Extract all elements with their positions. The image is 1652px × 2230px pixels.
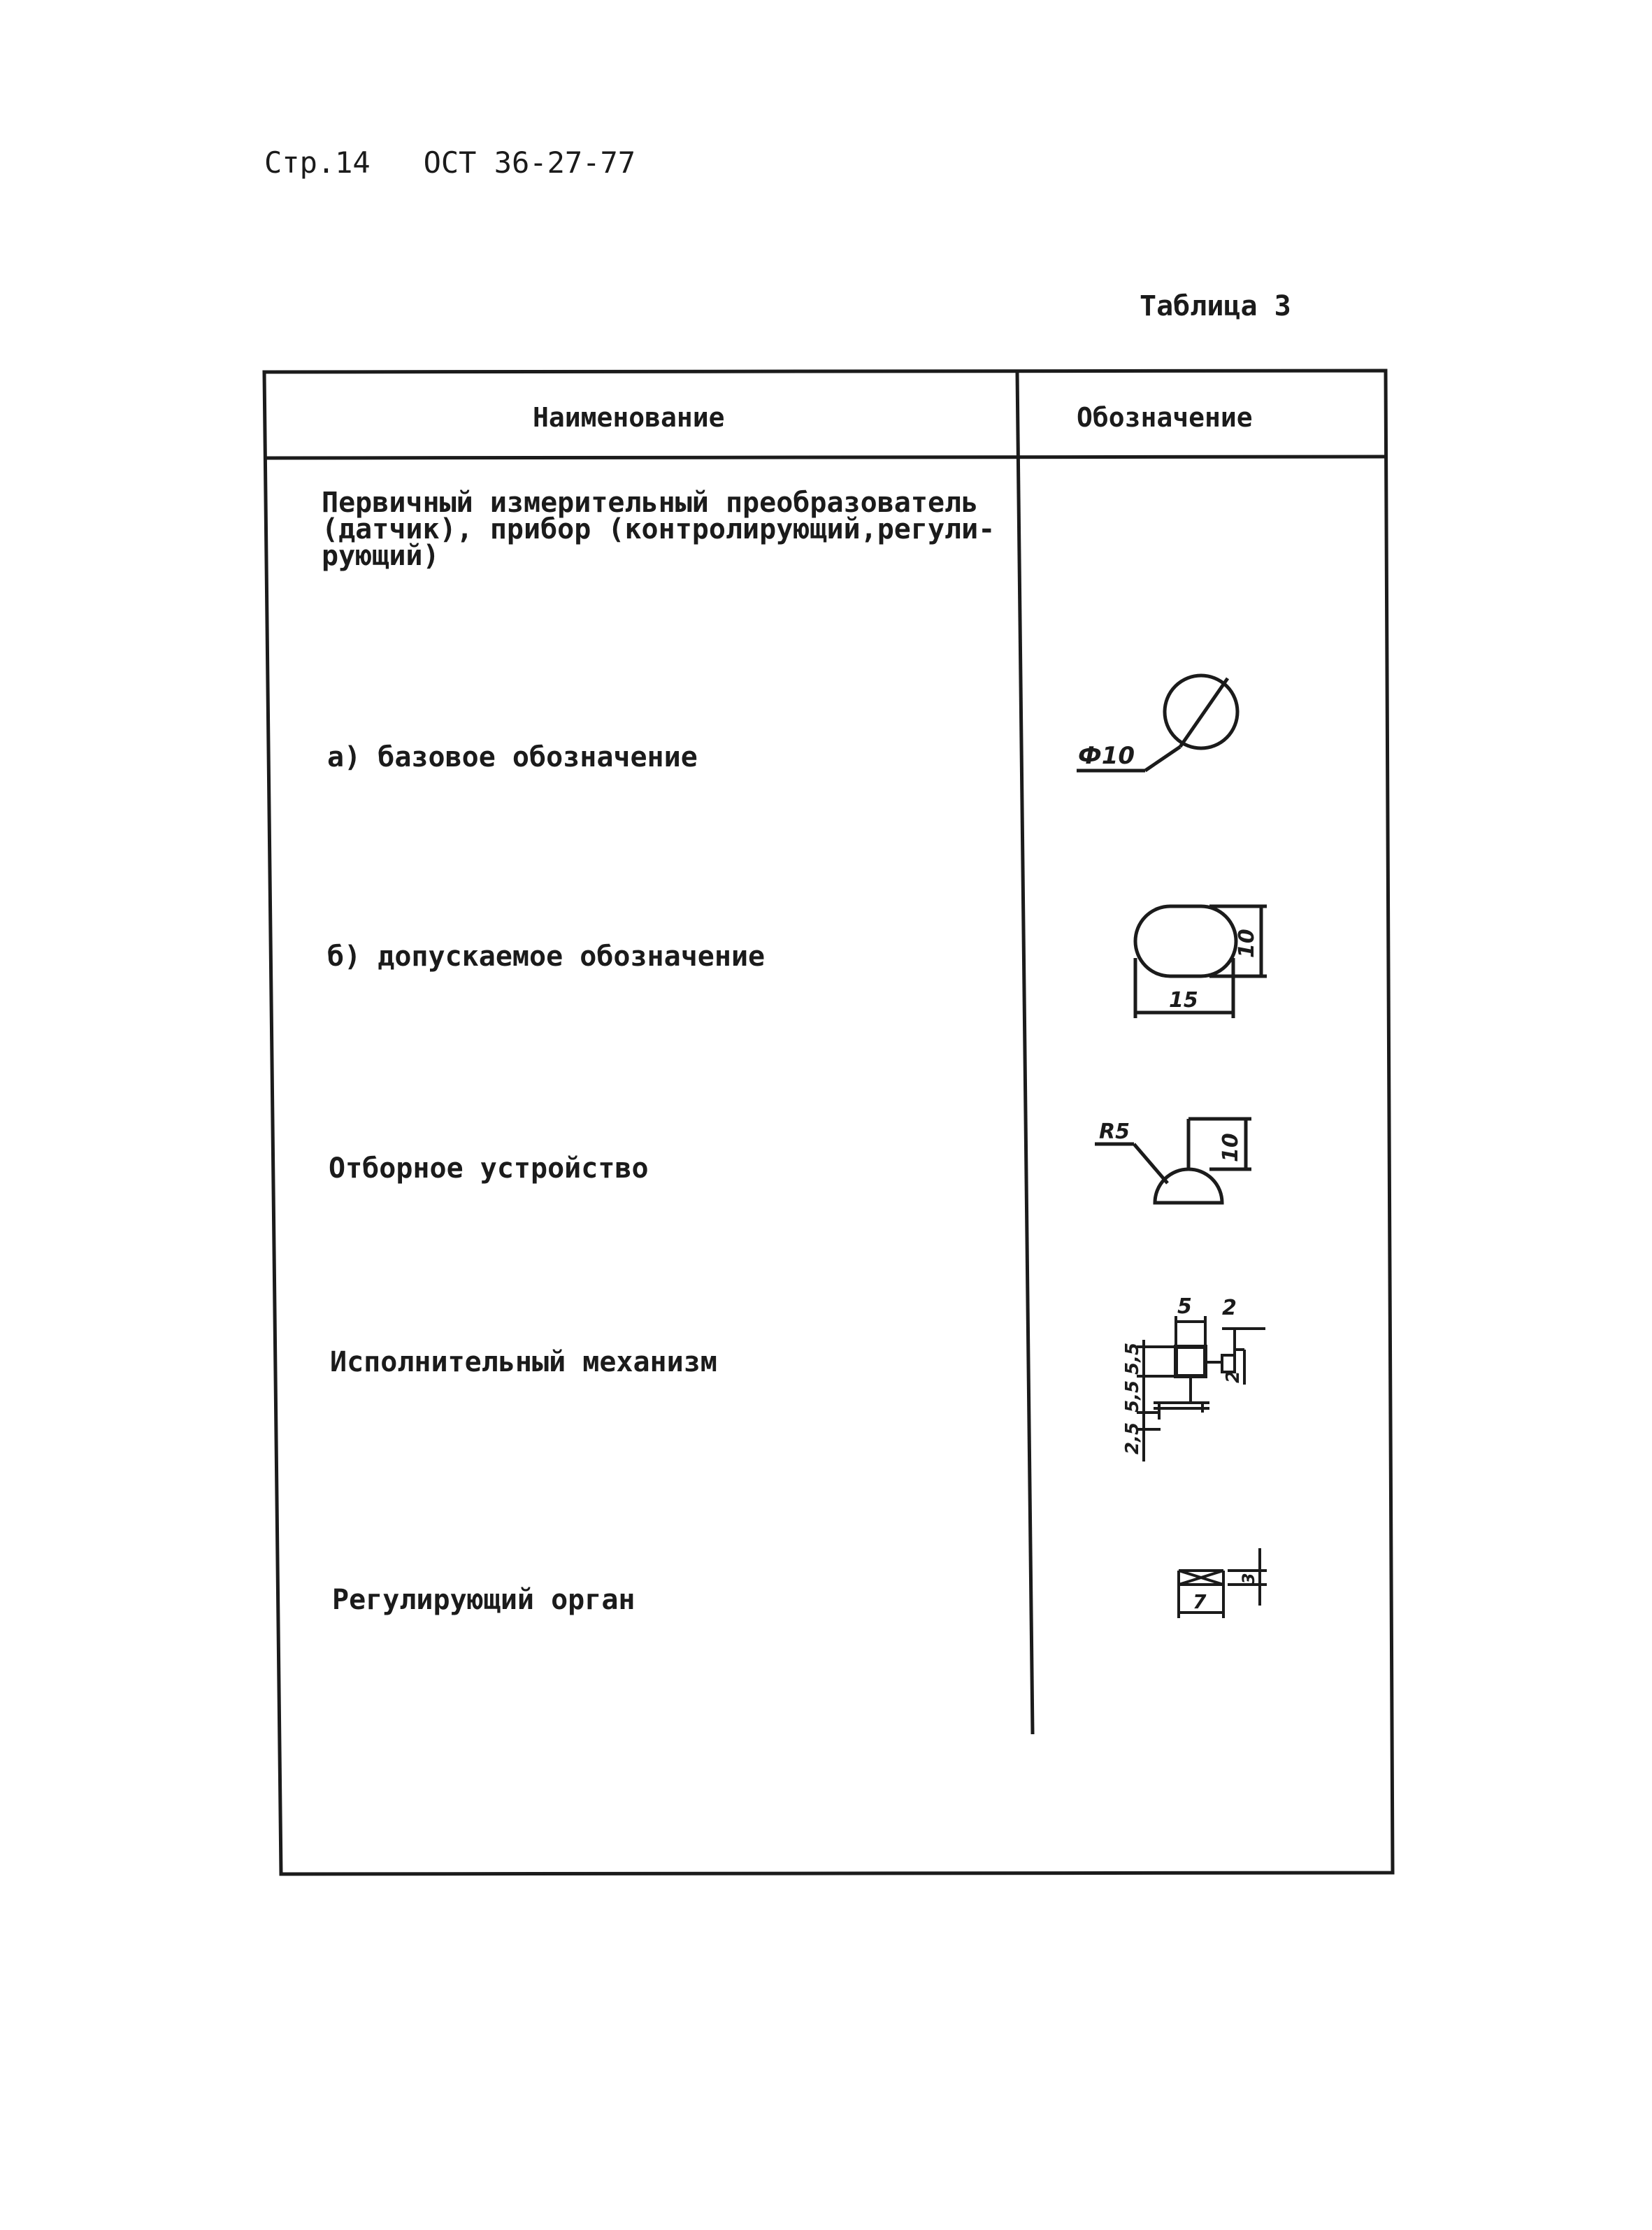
dim-valve-width: 7 [1193, 1590, 1207, 1613]
row-base-designation: а) базовое обозначение [327, 741, 698, 773]
dim-halfcircle-height: 10 [1219, 1133, 1243, 1162]
row-primary-transducer: Первичный измерительный преобразователь (датчик), прибор (контролирующий,регули- рующий) [322, 487, 996, 572]
dim-phi10: Ф10 [1078, 742, 1135, 770]
dim-small-width: 2 [1222, 1296, 1237, 1320]
symbol-base-circle [1063, 657, 1258, 790]
table-name: Таблица 3 [1140, 290, 1291, 322]
row-regulating-element: Регулирующий орган [332, 1584, 635, 1616]
dim-actuator-55-a: 5,5 [1122, 1342, 1143, 1375]
symbol-sampling-halfcircle [1091, 1105, 1265, 1217]
column-header-designation: Обозначение [1077, 402, 1253, 433]
dim-radius: R5 [1099, 1120, 1130, 1144]
dim-actuator-55-b: 5,5 [1122, 1380, 1143, 1413]
dim-valve-height: 3 [1239, 1573, 1258, 1585]
page-number: Стр.14 [264, 145, 371, 180]
dim-actuator-width: 5 [1177, 1294, 1192, 1319]
dim-oval-height: 10 [1235, 929, 1259, 958]
row-sampling-device: Отборное устройство [329, 1152, 649, 1185]
row-allowed-designation: б) допускаемое обозначение [327, 941, 766, 973]
dim-actuator-25: 2,5 [1122, 1422, 1143, 1454]
dim-oval-width: 15 [1169, 988, 1198, 1013]
symbol-regulating-valve [1161, 1538, 1279, 1629]
row-actuator: Исполнительный механизм [330, 1346, 717, 1378]
symbol-actuator [1105, 1280, 1286, 1468]
dim-small-height: 2 [1223, 1370, 1244, 1383]
standard-code: ОСТ 36-27-77 [423, 145, 636, 180]
column-header-name: Наименование [533, 402, 725, 433]
symbol-allowed-oval [1119, 888, 1279, 1035]
